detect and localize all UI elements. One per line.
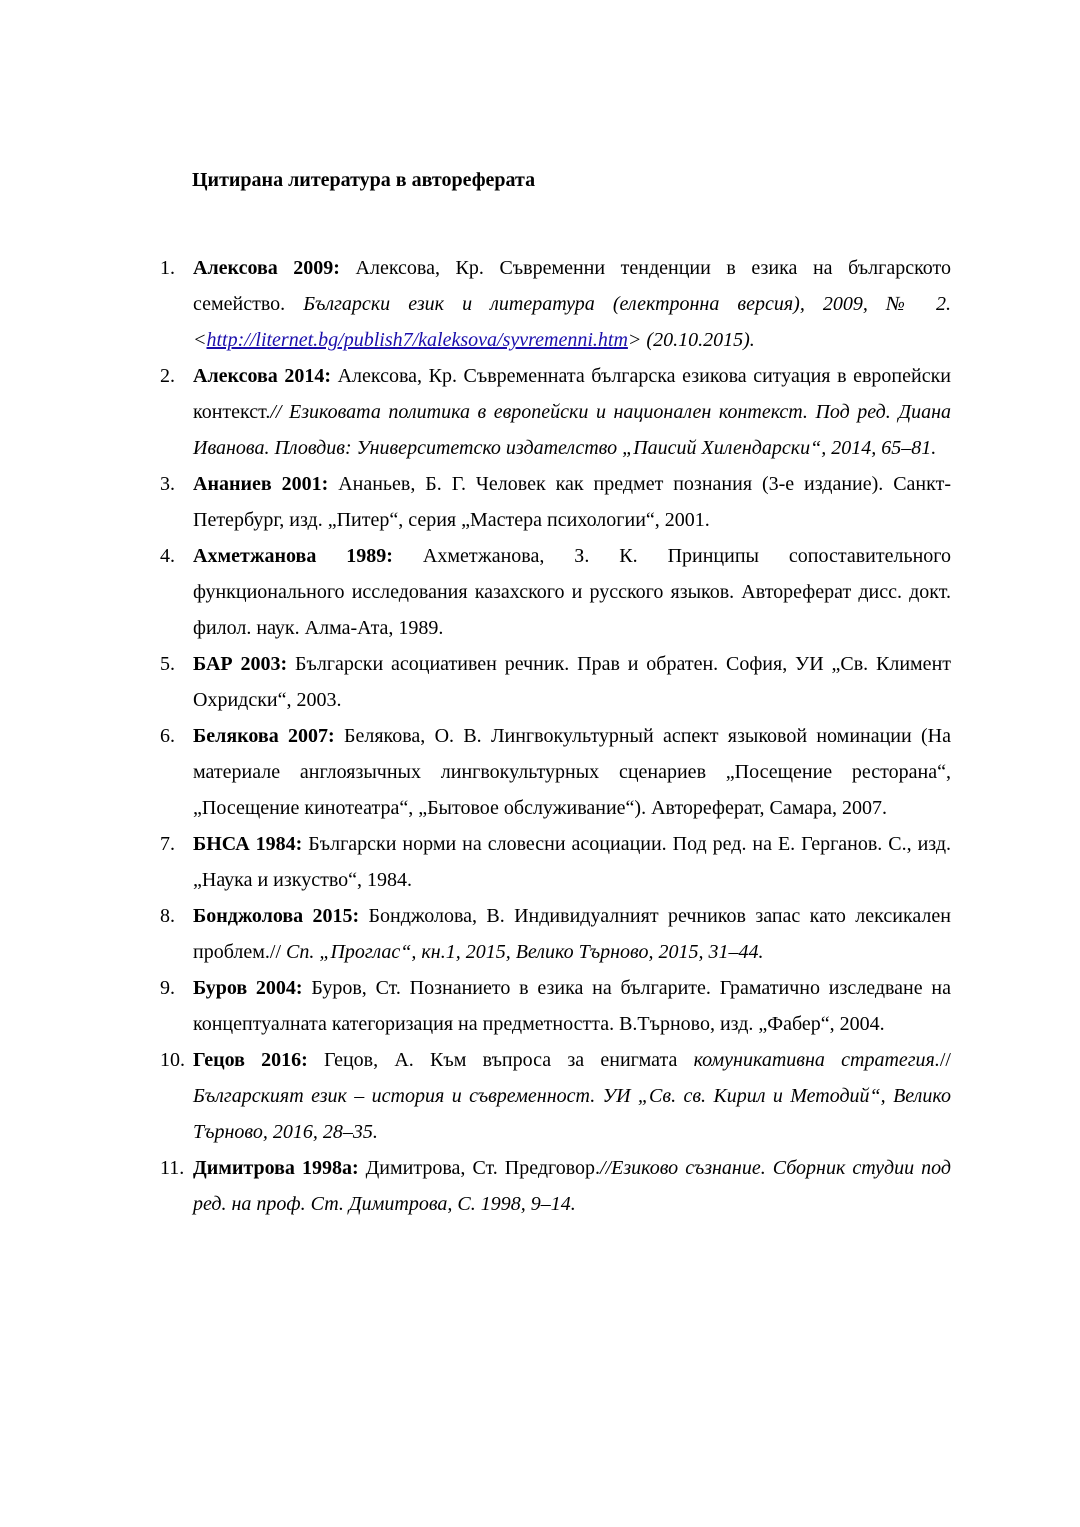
reference-list bbox=[160, 250, 951, 1222]
reference-source: Сп. „Проглас“, кн.1, 2015, Велико Търново, 2015, 31–44. bbox=[286, 941, 764, 963]
reference-key: БАР 2003: bbox=[193, 653, 288, 675]
reference-number: 6. bbox=[160, 725, 175, 747]
reference-key: Алексова 2014: bbox=[193, 365, 331, 387]
reference-item-5 bbox=[160, 646, 951, 718]
reference-link[interactable]: http://liternet.bg/publish7/kaleksova/syvremenni.htm bbox=[206, 329, 628, 351]
reference-number: 5. bbox=[160, 653, 175, 675]
reference-number: 4. bbox=[160, 545, 175, 567]
reference-item-11 bbox=[160, 1150, 951, 1222]
page-title: Цитирана литература в автореферата bbox=[192, 169, 536, 191]
reference-separator: // bbox=[939, 1049, 951, 1071]
reference-text: Български норми на словесни асоциации. Под ред. на Е. Герганов. С., изд. „Наука и изкуство“, 1984. bbox=[193, 833, 951, 891]
reference-key: Гецов 2016: bbox=[193, 1049, 308, 1071]
reference-number: 10. bbox=[160, 1049, 185, 1071]
reference-item-7 bbox=[160, 826, 951, 898]
reference-number: 3. bbox=[160, 473, 175, 495]
reference-term: комуникативна стратегия. bbox=[693, 1049, 940, 1071]
reference-item-3 bbox=[160, 466, 951, 538]
reference-key: Буров 2004: bbox=[193, 977, 303, 999]
reference-text: Гецов, А. Към въпроса за енигмата bbox=[307, 1049, 694, 1071]
reference-key: Белякова 2007: bbox=[193, 725, 335, 747]
reference-text: Ананьев, Б. Г. Человек как предмет познания (3-е издание). Санкт-Петербург, изд. „Питер“, серия „Мастера психологии“, 2001. bbox=[193, 473, 951, 531]
reference-key: Бонджолова 2015: bbox=[193, 905, 360, 927]
reference-link-prefix: < bbox=[193, 329, 207, 351]
reference-source: Български език и литература (електронна версия), 2009, № 2. bbox=[303, 293, 951, 315]
reference-source: // Езиковата политика в европейски и национален контекст. Под ред. Диана Иванова. Пловдив: Университетско издателство „Паисий Хилендарски“, 2014, 65–81. bbox=[193, 401, 951, 459]
reference-text: Ахметжанова, З. К. Принципы сопоставительного функционального исследования казахского и русского языков. Автореферат дисс. докт. филол. наук. Алма-Ата, 1989. bbox=[193, 545, 952, 639]
reference-number: 2. bbox=[160, 365, 175, 387]
reference-number: 9. bbox=[160, 977, 175, 999]
reference-number: 7. bbox=[160, 833, 175, 855]
reference-item-8 bbox=[160, 898, 951, 970]
reference-text: Димитрова, Ст. Предговор. bbox=[358, 1157, 601, 1179]
reference-item-10 bbox=[160, 1042, 951, 1150]
reference-text: Буров, Ст. Познанието в езика на българите. Граматично изследване на концептуалната категоризация на предметността. В.Търново, изд. „Фабер“, 2004. bbox=[193, 977, 951, 1035]
reference-key: БНСА 1984: bbox=[193, 833, 303, 855]
reference-number: 8. bbox=[160, 905, 175, 927]
reference-item-9 bbox=[160, 970, 951, 1042]
reference-key: Ахметжанова 1989: bbox=[193, 545, 393, 567]
reference-item-2 bbox=[160, 358, 951, 466]
reference-text: Бонджолова, В. Индивидуалният речников запас като лексикален проблем.// bbox=[193, 905, 951, 963]
reference-text: Алексова, Кр. Съвременни тенденции в езика на българското семейство. bbox=[193, 257, 951, 315]
reference-key: Алексова 2009: bbox=[193, 257, 340, 279]
reference-key: Димитрова 1998а: bbox=[193, 1157, 359, 1179]
reference-source: Българският език – история и съвременност. УИ „Св. св. Кирил и Методий“, Велико Търново, 2016, 28–35. bbox=[193, 1085, 951, 1143]
reference-source: //Езиково съзнание. Сборник студии под ред. на проф. Ст. Димитрова, С. 1998, 9–14. bbox=[193, 1157, 951, 1215]
reference-number: 11. bbox=[160, 1157, 185, 1179]
reference-item-6 bbox=[160, 718, 951, 826]
reference-item-1 bbox=[160, 250, 951, 358]
reference-number: 1. bbox=[160, 257, 175, 279]
reference-text: Български асоциативен речник. Прав и обратен. София, УИ „Св. Климент Охридски“, 2003. bbox=[193, 653, 952, 711]
reference-text: Белякова, О. В. Лингвокультурный аспект языковой номинации (На материале англоязычных лингвокультурных сценариев „Посещение ресторана“, „Посещение кинотеатра“, „Бытовое обслуживание“). Автореферат, Самара, 2007. bbox=[193, 725, 951, 819]
reference-text: Алексова, Кр. Съвременната българска езикова ситуация в европейски контекст. bbox=[193, 365, 951, 423]
reference-access-date: > (20.10.2015). bbox=[627, 329, 755, 351]
reference-key: Ананиев 2001: bbox=[193, 473, 329, 495]
reference-item-4 bbox=[160, 538, 951, 646]
